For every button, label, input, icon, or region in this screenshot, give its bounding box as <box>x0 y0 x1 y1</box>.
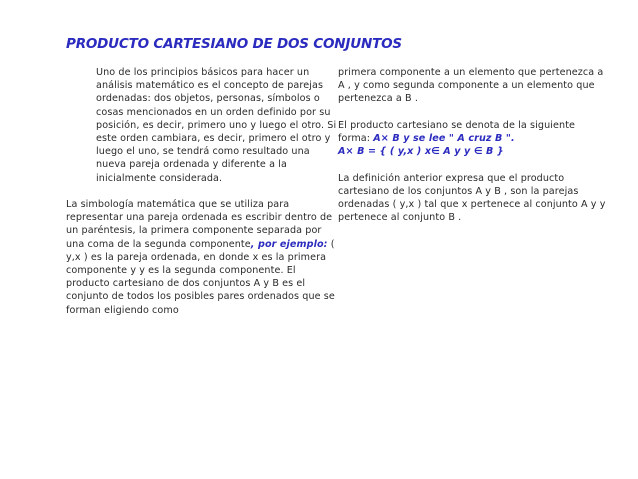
slide-title: PRODUCTO CARTESIANO DE DOS CONJUNTOS <box>66 36 402 52</box>
right-column <box>338 66 608 224</box>
paragraph-simbologia <box>66 198 338 317</box>
paragraph-definicion: La definición anterior expresa que el producto cartesiano de los conjuntos A y B , son la parejas ordenadas ( y,x ) tal que x pertenece al conjunto A y y pertenece al conjunto B . <box>338 172 606 224</box>
paragraph-parejas-ordenadas: Uno de los principios básicos para hacer un análisis matemático es el concepto de parejas ordenadas: dos objetos, personas, símbolos o cosas mencionados en un orden definido por su posición, es decir, primero uno y luego el otro. Si este orden cambiara, es decir, primero el otro y luego el uno, se tendrá como resultado una nueva pareja ordenada y diferente a la inicialmente considerada. <box>96 67 337 184</box>
notacion-text: El producto cartesiano se denota de la siguiente forma: <box>338 119 576 144</box>
simbologia-text-start: La simbología matemática que se utiliza para representar una pareja ordenada es escribir dentro de un paréntesis, la primera componente separada por una coma de la segunda componente <box>66 199 333 250</box>
paragraph-notacion <box>338 119 608 159</box>
paragraph-gap <box>338 158 608 171</box>
a-cruz-b-highlight: A× B y se lee " A cruz B ". <box>373 133 515 144</box>
paragraph-gap <box>66 185 338 198</box>
paragraph-componentes: primera componente a un elemento que pertenezca a A , y como segunda componente a un elemento que pertenezca a B . <box>338 67 604 105</box>
por-ejemplo-highlight: , por ejemplo: <box>250 238 328 250</box>
set-definition-formula: A× B = { ( y,x ) x∈ A y y ∈ B } <box>338 146 504 158</box>
simbologia-text-end: ( y,x ) es la pareja ordenada, en donde x es la primera componente y y es la segunda componente. El producto cartesiano de dos conjuntos A y B es el conjunto de todos los posibles pares ordenados que se forman eligiendo como <box>66 238 335 316</box>
left-column <box>66 66 338 317</box>
paragraph-gap <box>338 106 608 119</box>
